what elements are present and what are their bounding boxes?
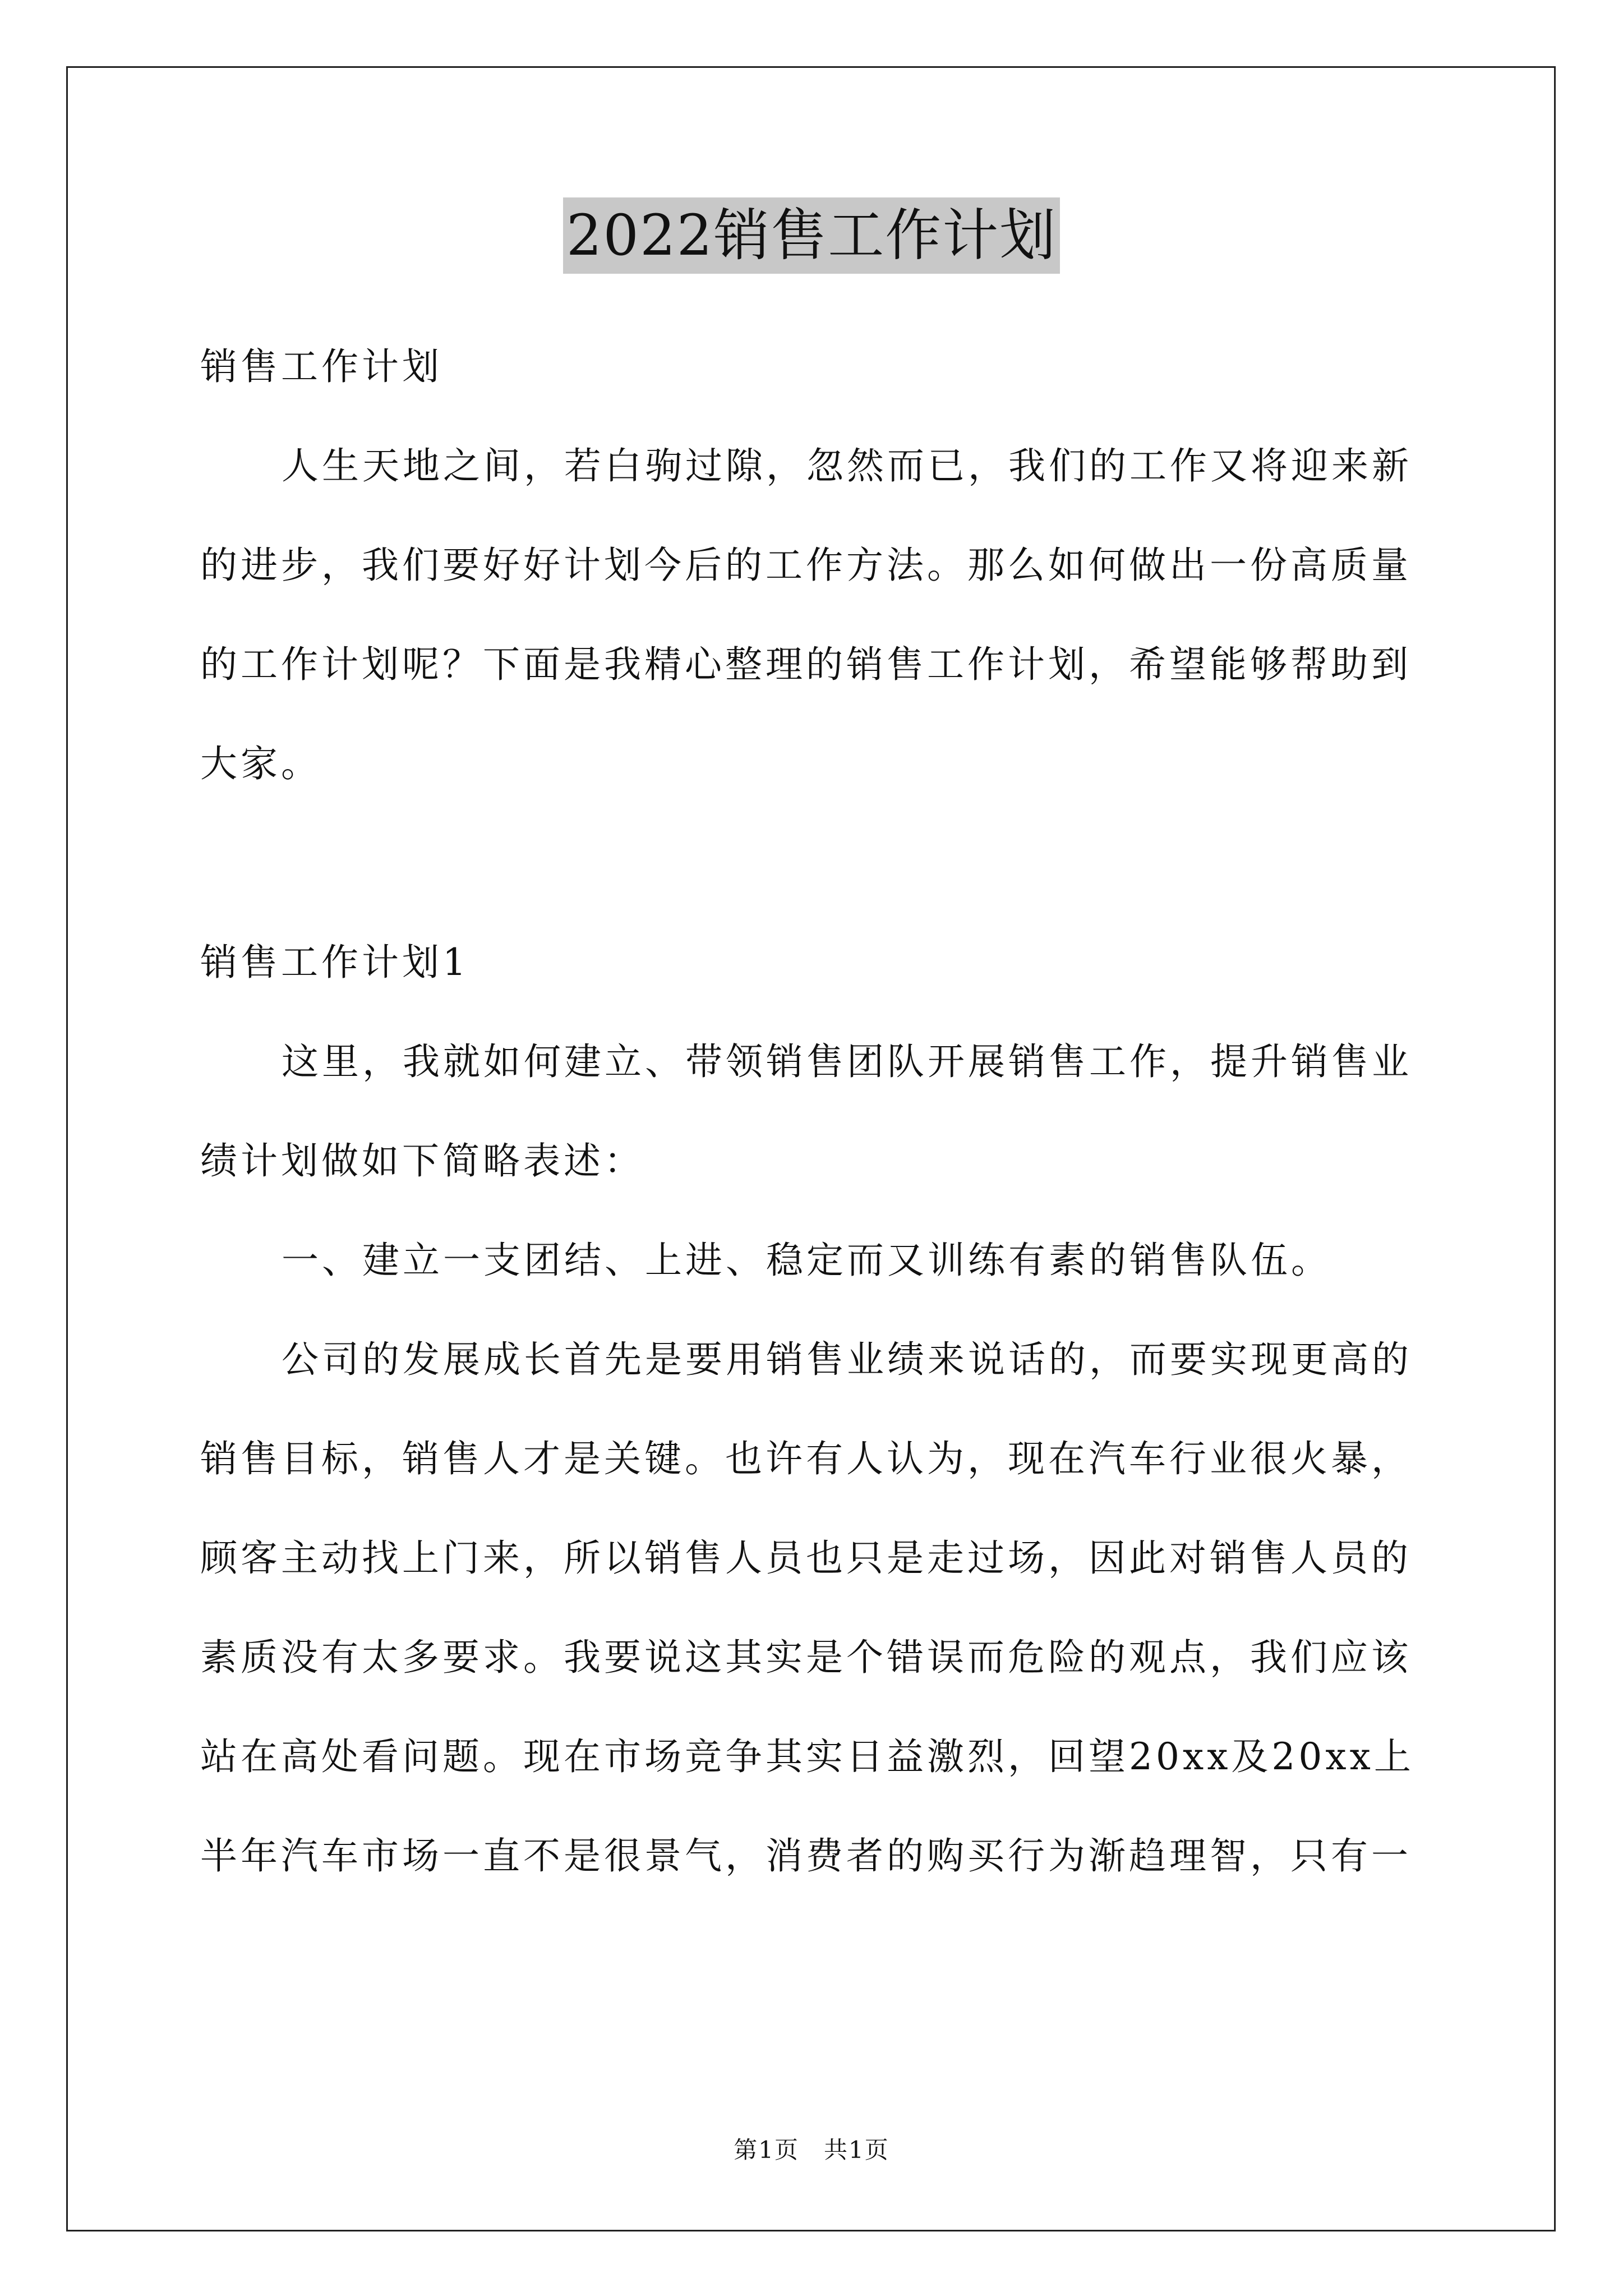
page-indicator: 第1页 共1页 [734, 2136, 889, 2164]
title-container [0, 197, 1623, 274]
section-heading: 销售工作计划1 [200, 941, 469, 984]
subtitle: 销售工作计划 [200, 345, 442, 388]
body-paragraph-2: 公司的发展成长首先是要用销售业绩来说话的，而要实现更高的销售目标，销售人才是关键。也许有人认为，现在汽车行业很火暴，顾客主动找上门来，所以销售人员也只是走过场，因此对销售人员的素质没有太多要求。我要说这其实是个错误而危险的观点，我们应该站在高处看问题。现在市场竞争其实日益激烈，回望20xx及20xx上半年汽车市场一直不是很景气，消费者的购买行为渐趋理智，只有一 [200, 1338, 1414, 1878]
paragraph-spacer [200, 813, 1428, 913]
intro-paragraph: 人生天地之间，若白驹过隙，忽然而已，我们的工作又将迎来新的进步，我们要好好计划今后的工作方法。那么如何做出一份高质量的工作计划呢？下面是我精心整理的销售工作计划，希望能够帮助到大家。 [200, 444, 1412, 785]
point-heading-1: 一、建立一支团结、上进、稳定而又训练有素的销售队伍。 [282, 1239, 1331, 1282]
document-title: 2022销售工作计划 [563, 197, 1061, 274]
page-footer [0, 2134, 1623, 2166]
body-paragraph-1: 这里，我就如何建立、带领销售团队开展销售工作，提升销售业绩计划做如下简略表述： [200, 1040, 1412, 1182]
document-body [200, 317, 1428, 1906]
